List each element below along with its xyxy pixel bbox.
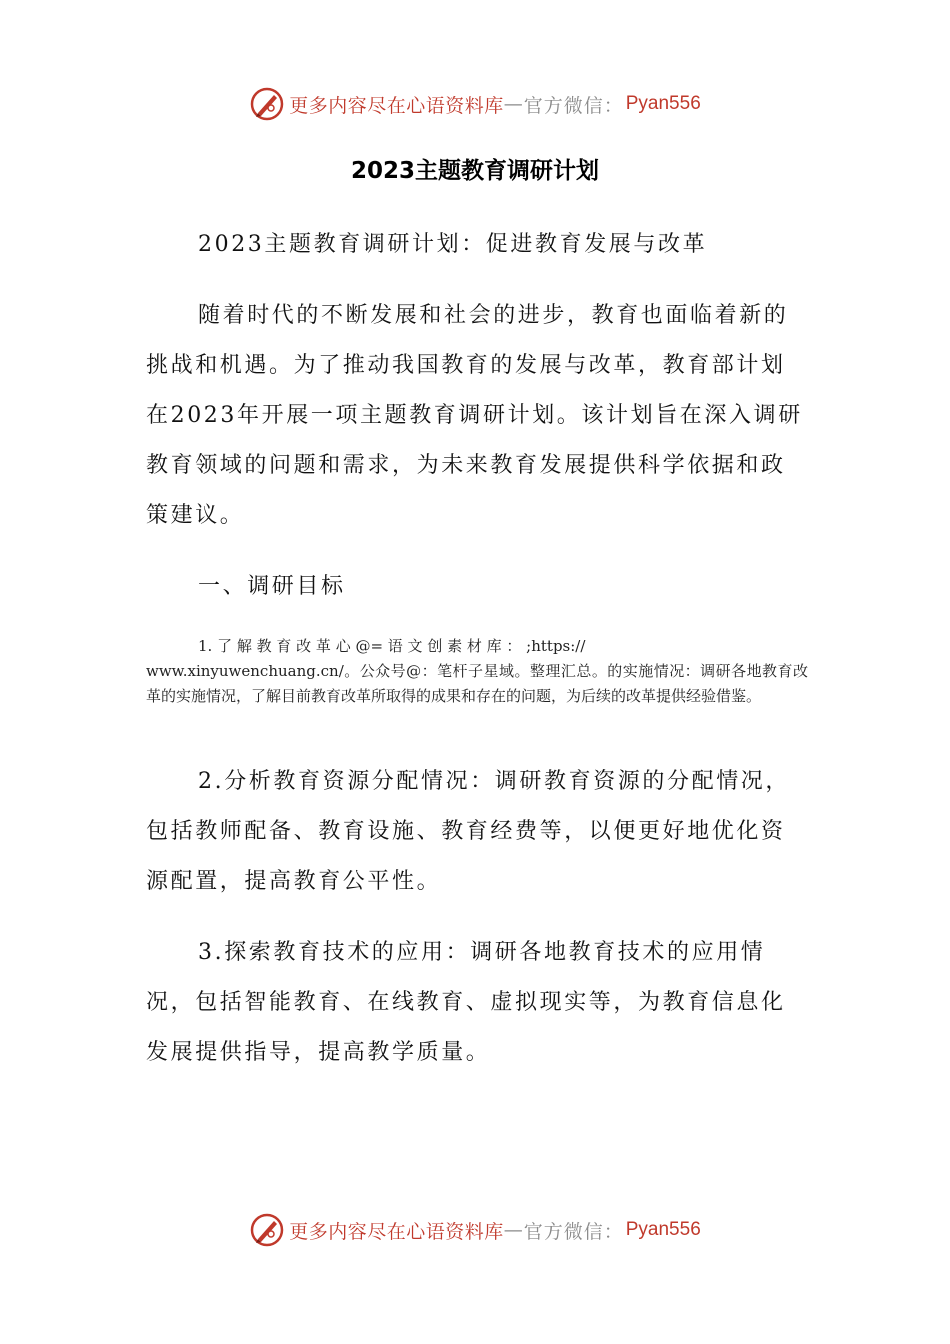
watermark-dash: — — [503, 1219, 524, 1241]
watermark-dash: — — [503, 93, 524, 115]
goal-item-2: 2.分析教育资源分配情况：调研教育资源的分配情况，包括教师配备、教育设施、教育经费等，以便更好地优化资源配置，提高教育公平性。 — [146, 769, 790, 894]
watermark-official: 官方微信： — [523, 1220, 624, 1243]
intro-paragraph: 随着时代的不断发展和社会的进步，教育也面临着新的挑战和机遇。为了推动我国教育的发展与改革，教育部计划在2023年开展一项主题教育调研计划。该计划旨在深入调研教育领域的问题和需求，为未来教育发展提供科学依据和政策建议。 — [146, 303, 803, 528]
watermark-official: 官方微信： — [523, 94, 624, 117]
watermark-wechat-id: Pyan556 — [625, 93, 701, 114]
footer-watermark — [0, 1210, 950, 1250]
goal-item-1 — [146, 634, 808, 709]
pen-logo-icon — [249, 1212, 285, 1248]
section-heading-goals: 一、调研目标 — [198, 574, 346, 599]
watermark-brand: 更多内容尽在心语资料库 — [289, 94, 504, 117]
goal-item-1-first-line: 1. 了 解 教 育 改 革 心 @= 语 文 创 素 材 库 ： ;https:// — [198, 637, 586, 655]
goal-item-1-text: www.xinyuwenchuang.cn/。公众号@：笔杆子星域。整理汇总。的实施情况：调研各地教育改革的实施情况，了解目前教育改革所取得的成果和存在的问题，为后续的改革提供经验借鉴。 — [146, 662, 808, 705]
watermark-wechat-id: Pyan556 — [625, 1219, 701, 1240]
watermark-brand: 更多内容尽在心语资料库 — [289, 1220, 504, 1243]
goal-item-3: 3.探索教育技术的应用：调研各地教育技术的应用情况，包括智能教育、在线教育、虚拟现实等，为教育信息化发展提供指导，提高教学质量。 — [146, 940, 786, 1065]
header-watermark — [0, 84, 950, 124]
document-subtitle: 2023主题教育调研计划：促进教育发展与改革 — [198, 232, 708, 257]
document-title: 2023主题教育调研计划 — [350, 158, 599, 184]
pen-logo-icon — [249, 86, 285, 122]
